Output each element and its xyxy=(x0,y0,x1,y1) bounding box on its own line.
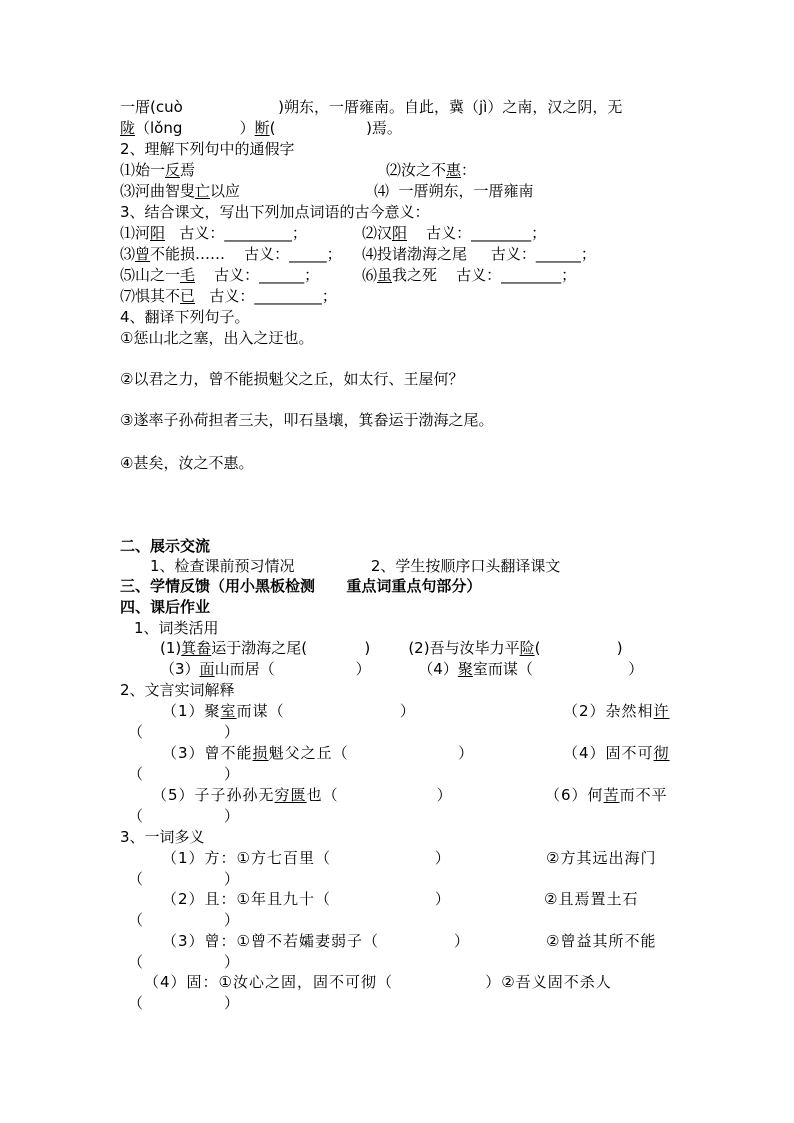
text-segment: ②曾益其所不能 xyxy=(546,932,657,950)
line-hw1-title xyxy=(134,618,219,638)
underlined-term: 险 xyxy=(519,639,535,657)
text-segment: ⑴河 xyxy=(120,224,151,242)
text-segment: 魁父之丘（ ） xyxy=(268,744,475,762)
underlined-term: 室 xyxy=(220,702,237,720)
line-q3-4 xyxy=(362,244,596,264)
line-q4-4 xyxy=(120,453,253,473)
text-segment: 古义：_________； xyxy=(195,287,337,305)
underlined-term: 损 xyxy=(252,744,269,762)
text-segment: 古义：______； xyxy=(195,266,320,284)
line-q2-items-c xyxy=(120,181,240,201)
text-segment: 而不平 xyxy=(619,786,668,804)
text-segment: （4）固不可 xyxy=(563,744,654,762)
line-hw3-1b xyxy=(546,848,656,868)
text-segment: （6）何 xyxy=(545,786,604,804)
text-segment: （ ） xyxy=(128,765,240,783)
underlined-term: 阳 xyxy=(150,224,166,242)
text-segment: (1) xyxy=(160,639,182,657)
text-segment: ⑶ xyxy=(120,245,136,263)
text-segment: ⑺惧其不 xyxy=(120,287,181,305)
underlined-term: 曾 xyxy=(135,245,151,263)
text-segment: ⑹ xyxy=(362,266,378,284)
underlined-term: 虽 xyxy=(377,266,393,284)
text-segment: 四、课后作业 xyxy=(120,598,211,616)
text-segment: （ ） xyxy=(128,723,240,741)
text-segment: (cuò )朔东，一厝雍南。自此，冀（jì）之南，汉之阴，无 xyxy=(150,98,623,116)
line-hw2-2a xyxy=(162,743,474,763)
text-segment: ： xyxy=(461,161,477,179)
line-hw2-1b xyxy=(563,701,670,721)
text-segment: ⑸山之一 xyxy=(120,266,181,284)
line-hw2-1c xyxy=(128,722,239,742)
text-segment: ③遂率子孙荷担者三夫，叩石垦壤，箕畚运于渤海之尾。 xyxy=(120,411,494,429)
text-segment: 3、一词多义 xyxy=(120,828,205,846)
line-hw1-a xyxy=(160,638,623,658)
line-sec4-title xyxy=(120,597,210,617)
text-segment: ①惩山北之塞，出入之迂也。 xyxy=(120,329,314,347)
line-q3-title xyxy=(120,202,430,222)
text-segment: ⑴始一 xyxy=(120,161,166,179)
text-segment: 焉 xyxy=(180,161,196,179)
underlined-term: 阳 xyxy=(392,224,408,242)
line-hw3-2c xyxy=(128,910,239,930)
underlined-term: 许 xyxy=(653,702,670,720)
line-q4-2 xyxy=(120,369,463,389)
text-segment: ( ) xyxy=(534,639,623,657)
line-hw2-3a xyxy=(152,785,453,805)
text-segment: （ ） xyxy=(128,953,240,971)
text-segment: （3） xyxy=(160,660,200,678)
line-hw3-2b xyxy=(544,889,638,909)
text-segment: （3）曾：①曾不若孀妻弱子（ ） xyxy=(162,932,470,950)
text-segment: ( )焉。 xyxy=(269,119,402,137)
text-segment: （ ） xyxy=(128,807,240,825)
line-hw3-1c xyxy=(128,869,239,889)
underlined-term: 已 xyxy=(180,287,196,305)
line-hw1-b xyxy=(160,659,643,679)
line-sec3-title xyxy=(120,576,481,596)
text-segment: 3、结合课文，写出下列加点词语的古今意义： xyxy=(120,203,430,221)
text-segment: 1、词类活用 xyxy=(134,619,219,637)
text-segment: ⑷ 一厝朔东，一厝雍南 xyxy=(374,182,534,200)
text-segment: ⑵汉 xyxy=(362,224,393,242)
line-hw3-2a xyxy=(162,889,451,909)
text-segment: 我之死 古义：________； xyxy=(392,266,577,284)
text-segment: （5）子子孙孙无 xyxy=(152,786,275,804)
text-segment: （3）曾不能 xyxy=(162,744,253,762)
underlined-term: 惠 xyxy=(446,161,462,179)
underlined-term: 苦 xyxy=(603,786,620,804)
text-segment: 而谋（ ） xyxy=(236,702,416,720)
text-segment: ②方其远出海门 xyxy=(546,849,657,867)
line-hw3-4a xyxy=(144,972,612,992)
text-segment: 山而居（ ） （4） xyxy=(214,660,458,678)
line-hw3-4c xyxy=(128,993,239,1013)
text-segment: （lǒng ） xyxy=(135,119,255,137)
text-segment: 以应 xyxy=(210,182,241,200)
line-intro-1 xyxy=(120,97,622,117)
line-hw3-3b xyxy=(546,931,656,951)
text-segment: 1、检查课前预习情况 2、学生按顺序口头翻译课文 xyxy=(150,557,561,575)
text-segment: （2）且：①年且九十（ ） xyxy=(162,890,451,908)
text-segment: （4）固：①汝心之固，固不可彻（ ）②吾义固不杀人 xyxy=(144,973,612,991)
text-segment: ⑵汝之不 xyxy=(386,161,447,179)
line-q2-items-d xyxy=(374,181,534,201)
underlined-term: 断 xyxy=(254,119,270,137)
line-q3-7 xyxy=(120,286,337,306)
line-hw3-3a xyxy=(162,931,470,951)
underlined-term: 穷匮 xyxy=(274,786,307,804)
line-q2-title xyxy=(120,139,295,159)
line-q3-3 xyxy=(120,244,342,264)
text-segment: 二、展示交流 xyxy=(120,537,211,555)
underlined-term: 陇 xyxy=(120,119,136,137)
line-q3-5 xyxy=(120,265,319,285)
text-segment: 也（ ） xyxy=(306,786,453,804)
underlined-term: 亡 xyxy=(195,182,211,200)
text-segment: 运于渤海之尾( ) (2)吾与汝毕力平 xyxy=(211,639,520,657)
line-sec2-items xyxy=(150,556,560,576)
underlined-term: 反 xyxy=(165,161,181,179)
text-segment: （ ） xyxy=(128,994,240,1012)
text-segment: 室而谋（ ） xyxy=(472,660,644,678)
line-hw2-2c xyxy=(128,764,239,784)
line-q4-1 xyxy=(120,328,313,348)
line-hw2-3c xyxy=(128,806,239,826)
line-q4-title xyxy=(120,307,250,327)
line-hw3-3c xyxy=(128,952,239,972)
text-segment: （ ） xyxy=(128,870,240,888)
underlined-term: 彻 xyxy=(653,744,670,762)
text-segment: （ ） xyxy=(128,911,240,929)
line-q3-2 xyxy=(362,223,546,243)
line-q3-6 xyxy=(362,265,576,285)
line-hw3-title xyxy=(120,827,205,847)
text-segment: 2、理解下列句中的通假字 xyxy=(120,140,295,158)
text-segment: ④甚矣，汝之不惠。 xyxy=(120,454,254,472)
underlined-term: 箕畚 xyxy=(181,639,212,657)
line-sec2-title xyxy=(120,536,210,556)
text-segment: 不能损…… 古义：_____； xyxy=(150,245,342,263)
text-segment: 三、学情反馈（用小黑板检测 重点词重点句部分） xyxy=(120,577,482,595)
line-hw3-1a xyxy=(162,848,451,868)
line-q4-3 xyxy=(120,410,493,430)
text-segment: 4、翻译下列句子。 xyxy=(120,308,250,326)
line-hw2-title xyxy=(120,680,235,700)
line-hw2-2b xyxy=(563,743,670,763)
text-segment: 古义：_________； xyxy=(165,224,307,242)
underlined-term: 聚 xyxy=(457,660,473,678)
text-segment: ⑷投诸渤海之尾 古义：______； xyxy=(362,245,596,263)
line-intro-2 xyxy=(120,118,402,138)
text-segment: （2）杂然相 xyxy=(563,702,654,720)
text-segment: ②以君之力，曾不能损魁父之丘，如太行、王屋何？ xyxy=(120,370,464,388)
underlined-term: 面 xyxy=(199,660,215,678)
text-segment: 一厝 xyxy=(120,98,151,116)
text-segment: 古义：________； xyxy=(407,224,547,242)
text-segment: 2、文言实词解释 xyxy=(120,681,235,699)
line-hw2-1a xyxy=(162,701,416,721)
underlined-term: 毛 xyxy=(180,266,196,284)
line-q2-items-a xyxy=(120,160,195,180)
text-segment: （1）聚 xyxy=(162,702,221,720)
line-q3-1 xyxy=(120,223,307,243)
text-segment: ②且焉置土石 xyxy=(544,890,639,908)
text-segment: ⑶河曲智叟 xyxy=(120,182,196,200)
line-q2-items-b xyxy=(386,160,476,180)
text-segment: （1）方：①方七百里（ ） xyxy=(162,849,451,867)
line-hw2-3b xyxy=(545,785,668,805)
